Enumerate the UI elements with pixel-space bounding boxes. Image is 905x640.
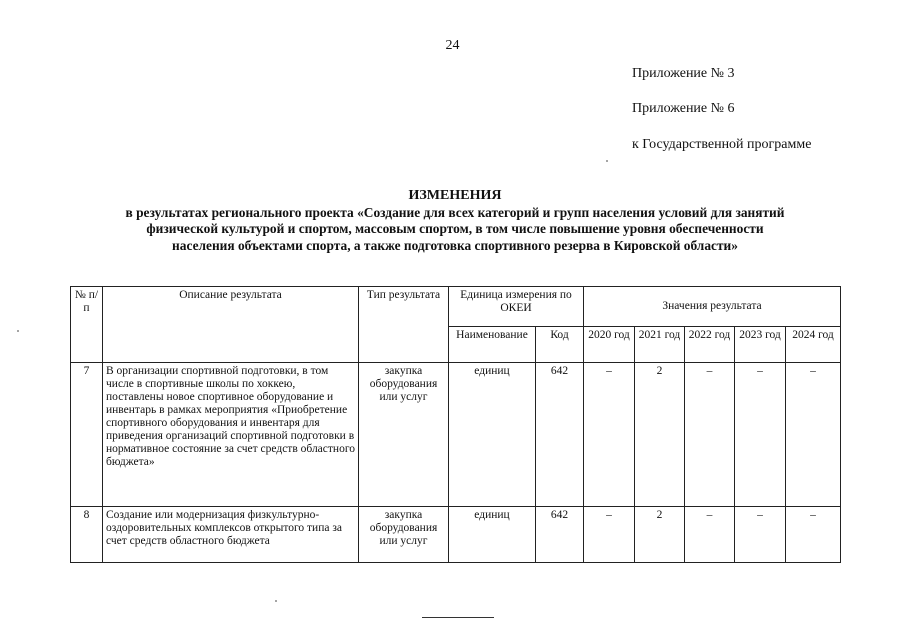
row-unit-name: единиц [449,363,536,507]
header-year-2020: 2020 год [584,327,635,363]
table-row [71,363,841,507]
row-value-2020: – [584,363,635,507]
header-year-2024: 2024 год [786,327,841,363]
row-description: Создание или модернизация физкультурно-оздоровительных комплексов открытого типа за счет средств областного бюджета [103,507,359,563]
scan-speck [17,330,19,332]
scan-speck [275,600,277,602]
row-value-2020: – [584,507,635,563]
header-unit-group: Единица измерения по ОКЕИ [449,287,584,327]
header-year-2023: 2023 год [735,327,786,363]
row-value-2024: – [786,507,841,563]
header-unit-name: Наименование [449,327,536,363]
header-values-group: Значения результата [584,287,841,327]
header-num: № п/п [71,287,103,363]
header-type: Тип результата [359,287,449,363]
row-value-2022: – [685,507,735,563]
row-value-2022: – [685,363,735,507]
header-year-2022: 2022 год [685,327,735,363]
row-description: В организации спортивной подготовки, в том числе в спортивные школы по хоккею, поставлены новое спортивное оборудование и инвентарь в рамках мероприятия «Приобретение спортивного оборудования и инвентаря для приведения организаций спортивной подготовки в нормативное состояние за счет средств областного бюджета» [103,363,359,507]
row-type: закупка оборудования или услуг [359,507,449,563]
row-value-2023: – [735,363,786,507]
row-num: 8 [71,507,103,563]
row-unit-name: единиц [449,507,536,563]
document-title [70,188,840,254]
row-value-2021: 2 [635,363,685,507]
table-row [71,507,841,563]
row-num: 7 [71,363,103,507]
appendix-line-2: Приложение № 6 [632,101,735,116]
row-unit-code: 642 [536,363,584,507]
row-value-2021: 2 [635,507,685,563]
row-unit-code: 642 [536,507,584,563]
appendix-line-3: к Государственной программе [632,137,812,152]
title-line-3: населения объектами спорта, а также подготовка спортивного резерва в Кировской области» [172,237,738,253]
row-type: закупка оборудования или услуг [359,363,449,507]
row-value-2024: – [786,363,841,507]
header-description: Описание результата [103,287,359,363]
bottom-divider [422,617,494,618]
title-line-2: физической культурой и спортом, массовым спортом, в том числе повышение уровня обеспеченности [146,221,764,236]
title-line-1: в результатах регионального проекта «Создание для всех категорий и групп населения условий для занятий [125,204,785,220]
title-main: ИЗМЕНЕНИЯ [408,188,502,203]
results-table [70,286,841,563]
header-unit-code: Код [536,327,584,363]
scan-speck [606,160,608,162]
header-year-2021: 2021 год [635,327,685,363]
row-value-2023: – [735,507,786,563]
page-number: 24 [445,38,460,53]
appendix-line-1: Приложение № 3 [632,66,735,81]
